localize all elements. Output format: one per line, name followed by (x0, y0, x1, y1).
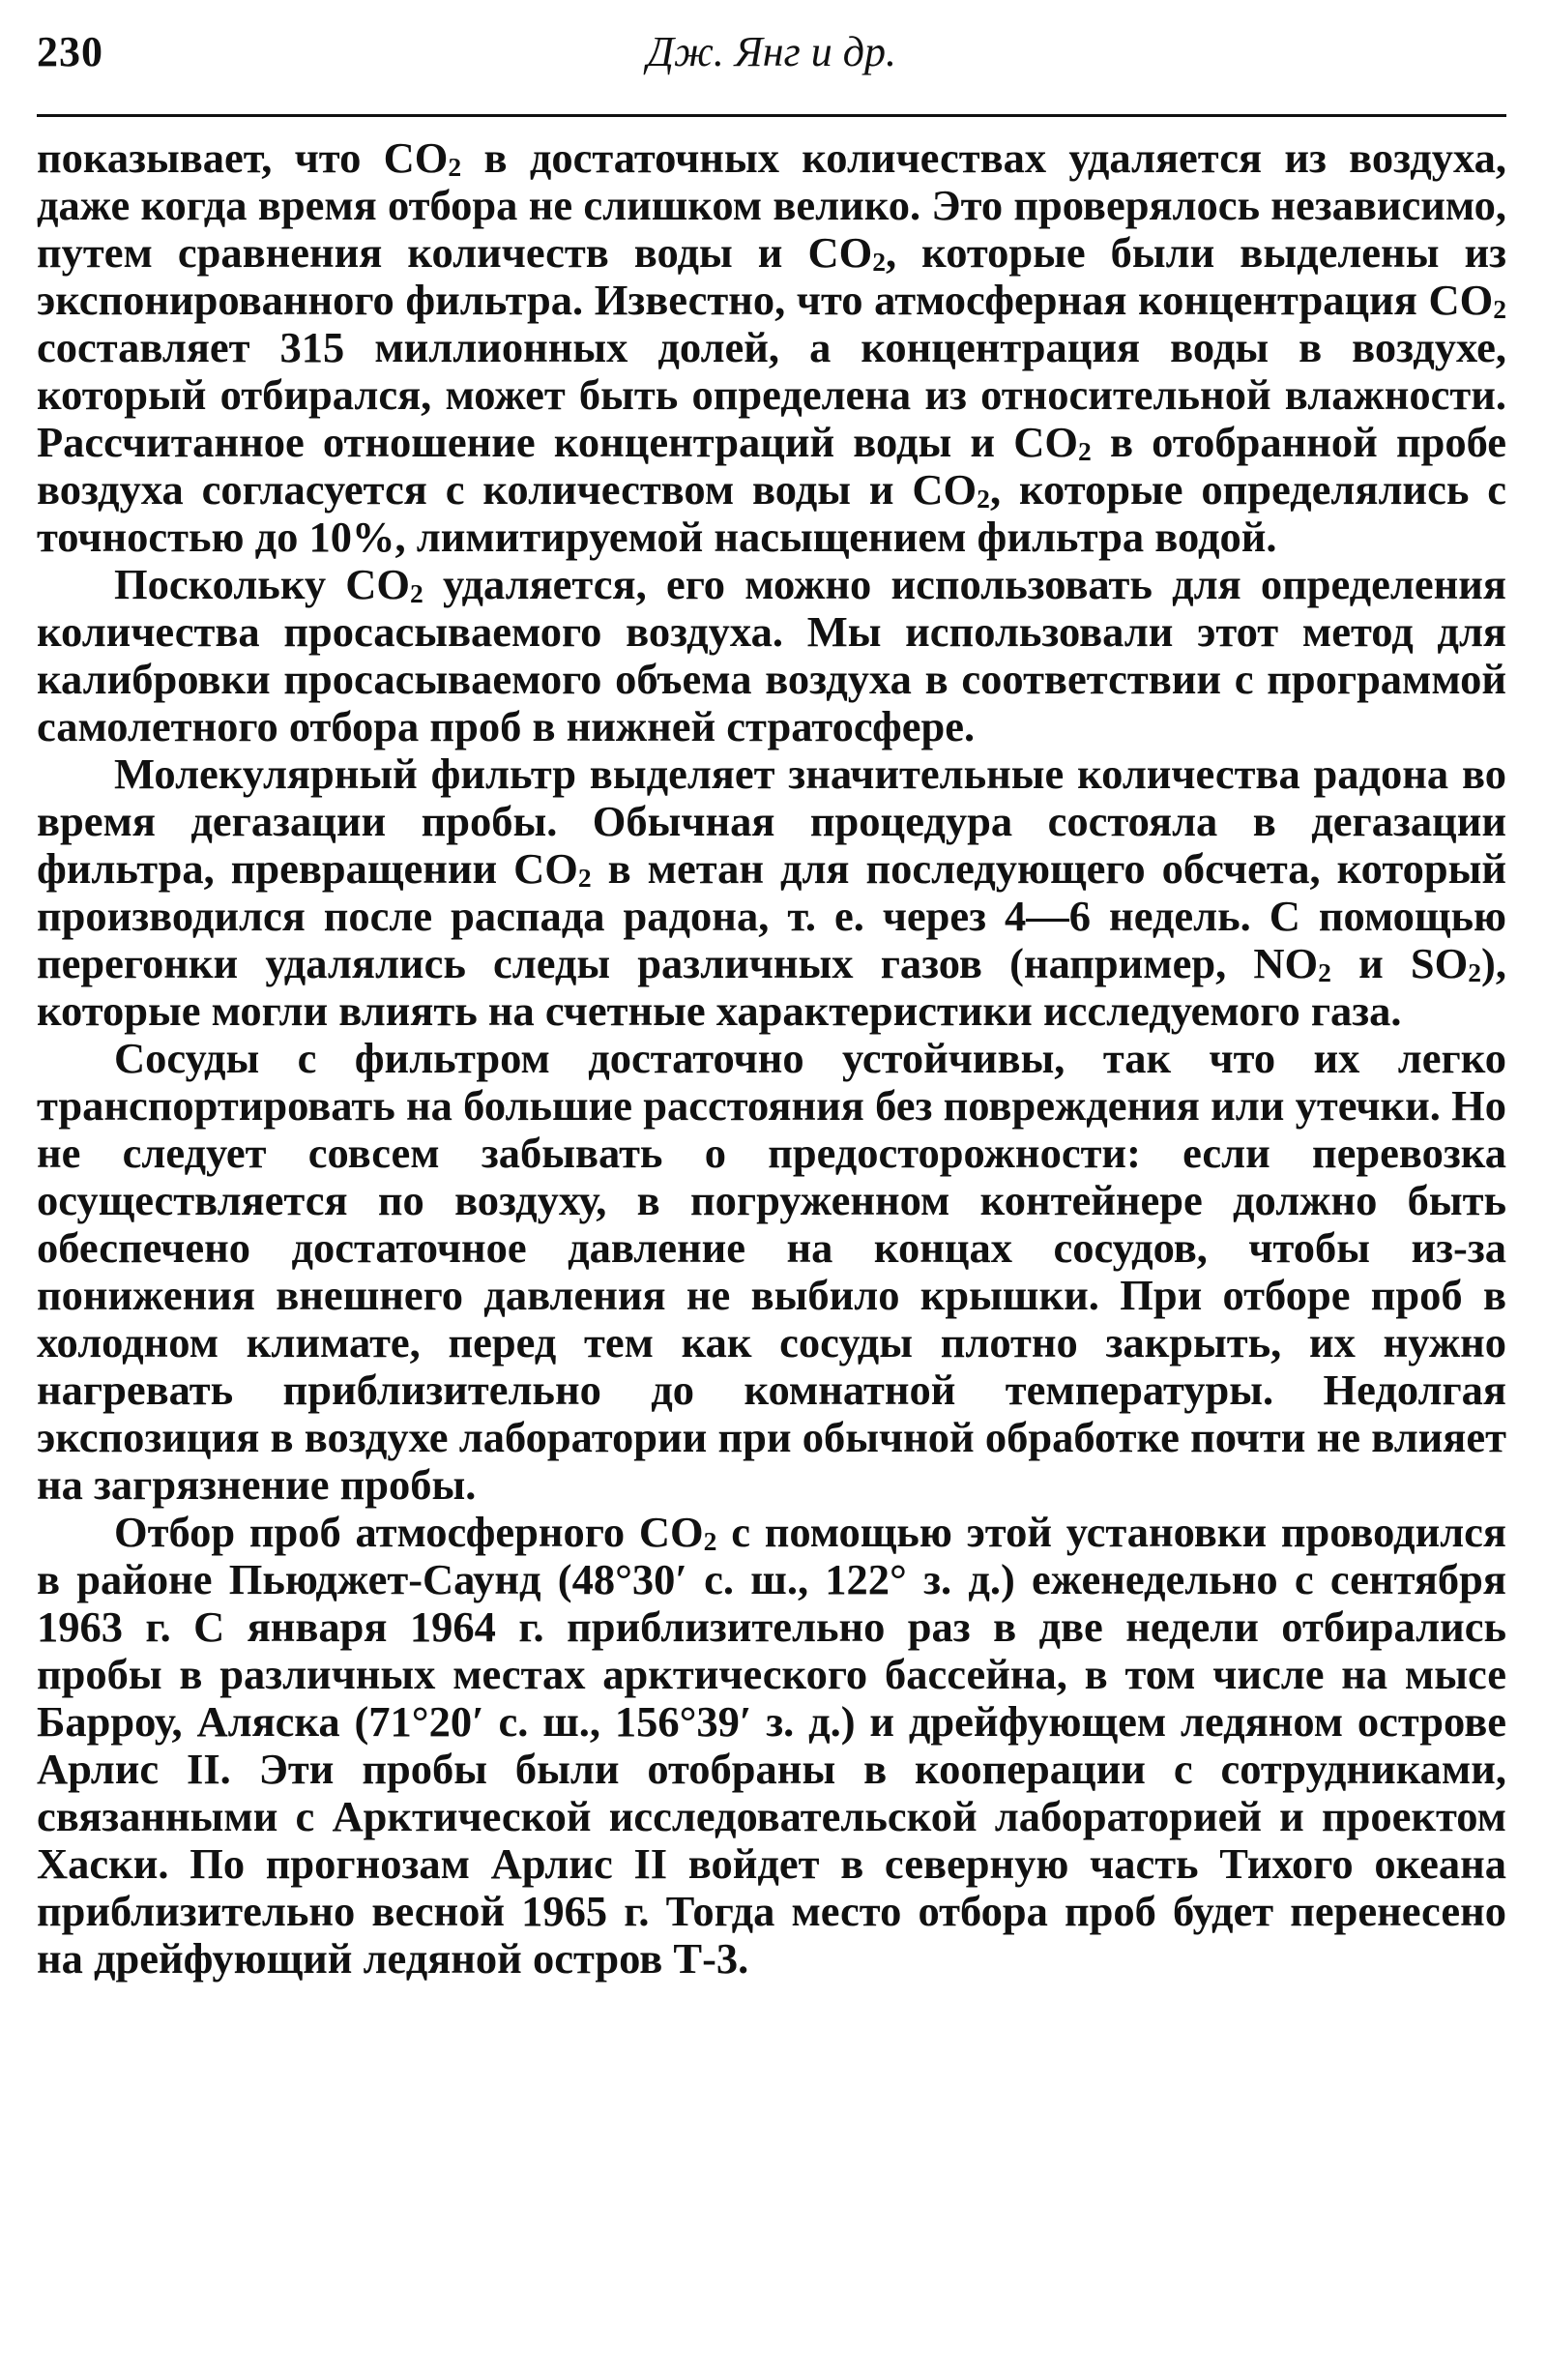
paragraph (37, 134, 1506, 561)
text-run: , которые были выделены из экспонированного фильтра. Известно, что атмосферная концентрация CO (37, 228, 1506, 324)
subscript: 2 (703, 1526, 717, 1557)
text-run: с помощью этой установки проводился в районе Пьюджет-Саунд (48°30′ с. ш., 122° з. д.) еженедельно с сентября 1963 г. С января 1964 г. приблизительно раз в две недели отбирались пробы в различных местах арктического бассейна, в том числе на мысе Барроу, Аляска (71°20′ с. ш., 156°39′ з. д.) и дрейфующем ледяном острове Арлис II. Эти пробы были отобраны в кооперации с сотрудниками, связанными с Арктической исследовательской лабораторией и проектом Хаски. По прогнозам Арлис II войдет в северную часть Тихого океана приблизительно весной 1965 г. Тогда место отбора проб будет перенесено на дрейфующий ледяной остров Т-3. (37, 1508, 1507, 1983)
paragraph (37, 1035, 1506, 1509)
subscript: 2 (1493, 294, 1506, 325)
paragraph (37, 561, 1506, 750)
subscript: 2 (1318, 957, 1331, 988)
book-page (37, 27, 1506, 1983)
body-text (37, 134, 1506, 1983)
subscript: 2 (872, 247, 886, 278)
subscript: 2 (448, 152, 462, 183)
text-run: Поскольку CO (114, 560, 411, 608)
subscript: 2 (977, 484, 990, 514)
text-run: в отобранной пробе воздуха согласуется с количеством воды и CO (37, 418, 1506, 514)
text-run: в достаточных количествах удаляется из воздуха, даже когда время отбора не слишком велико. Это проверялось независимо, путем сравнения количеств воды и CO (37, 133, 1507, 277)
text-run: Молекулярный фильтр выделяет значительные количества радона во время дегазации пробы. Обычная процедура состояла в дегазации фильтра, превращении CO (37, 749, 1506, 893)
subscript: 2 (1468, 957, 1482, 988)
running-header (37, 27, 1506, 87)
paragraph (37, 750, 1506, 1035)
header-rule (37, 114, 1506, 117)
subscript: 2 (1077, 436, 1092, 467)
subscript: 2 (577, 863, 592, 894)
text-run: составляет 315 миллионных долей, а концентрация воды в воздухе, который отбирался, может быть определена из относительной влажности. Рассчитанное отношение концентраций воды и CO (37, 323, 1506, 466)
page-number: 230 (37, 28, 103, 75)
text-run: удаляется, его можно использовать для определения количества просасываемого воздуха. Мы использовали этот метод для калибровки просасываемого объема воздуха в соответствии с программой самолетного отбора проб в нижней стратосфере. (37, 560, 1506, 750)
paragraph (37, 1509, 1506, 1983)
text-run: показывает, что CO (37, 133, 449, 182)
text-run: Отбор проб атмосферного CO (114, 1508, 704, 1556)
running-title: Дж. Янг и др. (646, 28, 897, 75)
subscript: 2 (410, 578, 423, 609)
text-run: Сосуды с фильтром достаточно устойчивы, так что их легко транспортировать на большие расстояния без повреждения или утечки. Но не следует совсем забывать о предосторожности: если перевозка осуществляется по воздуху, в погруженном контейнере должно быть обеспечено достаточное давление на концах сосудов, чтобы из-за понижения внешнего давления не выбило крышки. При отборе проб в холодном климате, перед тем как сосуды плотно закрыть, их нужно нагревать приблизительно до комнатной температуры. Недолгая экспозиция в воздухе лаборатории при обычной обработке почти не влияет на загрязнение пробы. (37, 1034, 1506, 1509)
text-run: и SO (1330, 939, 1469, 987)
text-run: в метан для последующего обсчета, который производился после распада радона, т. е. через 4—6 недель. С помощью перегонки удалялись следы различных газов (например, NO (37, 844, 1506, 987)
text-run: ), которые могли влиять на счетные характеристики исследуемого газа. (37, 939, 1506, 1035)
text-run: , которые определялись с точностью до 10%, лимитируемой насыщением фильтра водой. (37, 465, 1506, 561)
